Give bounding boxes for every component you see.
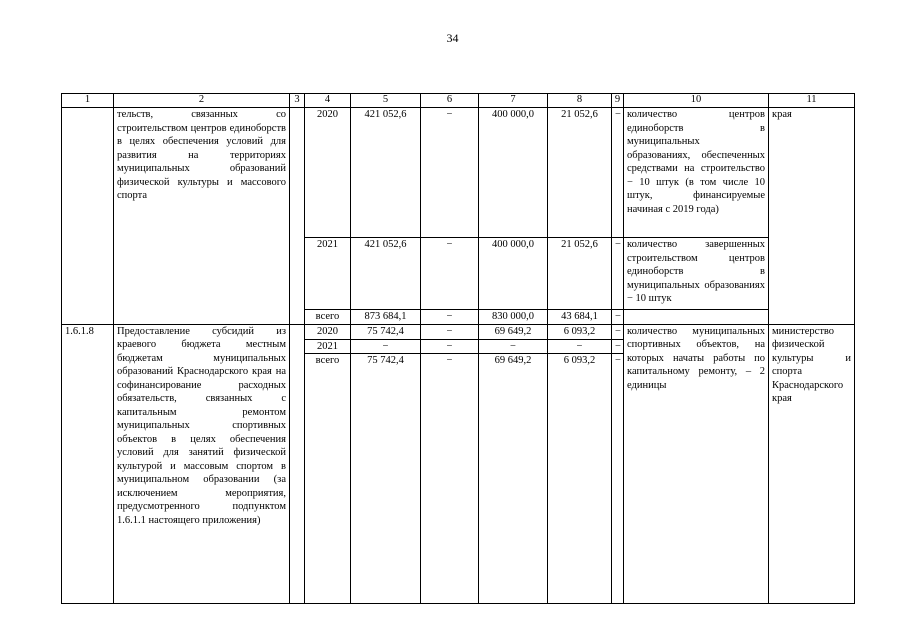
block2-description: Предоставление субсидий из краевого бюджета местным бюджетам муниципальных образований Краснодарского края на софинансирование расходных обязательств, связанных с капитальным ремонтом муниципальных спортивных объектов в целях обеспечения условий для занятий физической культурой и массовым спортом в муниципальном образовании (за исключением мероприятия, предусмотренного подпунктом 1.6.1.1 настоящего приложения) [114, 324, 290, 604]
value-cell: − [479, 339, 548, 354]
value-cell: 21 052,6 [548, 238, 612, 310]
value-cell: − [612, 339, 624, 354]
block2-num: 1.6.1.8 [62, 324, 114, 604]
page-number: 34 [446, 31, 459, 45]
value-cell: 6 093,2 [548, 324, 612, 339]
value-cell: 830 000,0 [479, 310, 548, 325]
block1-executor: края [769, 108, 855, 325]
block1-indicator-empty [624, 310, 769, 325]
value-cell: 75 742,4 [351, 354, 421, 604]
year-cell: 2021 [305, 339, 351, 354]
value-cell: 873 684,1 [351, 310, 421, 325]
header-col-5: 5 [351, 94, 421, 108]
value-cell: − [421, 310, 479, 325]
value-cell: 400 000,0 [479, 238, 548, 310]
header-col-4: 4 [305, 94, 351, 108]
year-cell: 2020 [305, 108, 351, 238]
value-cell: 421 052,6 [351, 108, 421, 238]
block1-col3 [290, 108, 305, 325]
year-cell: всего [305, 354, 351, 604]
value-cell: 69 649,2 [479, 354, 548, 604]
header-col-8: 8 [548, 94, 612, 108]
value-cell: 43 684,1 [548, 310, 612, 325]
header-col-1: 1 [62, 94, 114, 108]
value-cell: 21 052,6 [548, 108, 612, 238]
value-cell: − [421, 238, 479, 310]
value-cell: − [351, 339, 421, 354]
value-cell: − [612, 238, 624, 310]
table-row [62, 324, 855, 339]
block2-indicator: количество муниципальных спортивных объектов, на которых начаты работы по капитальному ремонту, – 2 единицы [624, 324, 769, 604]
value-cell: 400 000,0 [479, 108, 548, 238]
year-cell: 2020 [305, 324, 351, 339]
block1-indicator-a: количество центров единоборств в муниципальных образованиях, обеспеченных средствами на строительство − 10 штук (в том числе 10 штук, финансируемые начиная с 2019 года) [624, 108, 769, 238]
value-cell: 69 649,2 [479, 324, 548, 339]
block1-description: тельств, связанных со строительством центров единоборств в целях обеспечения условий для развития на территориях муниципальных образований физической культуры и массового спорта [114, 108, 290, 325]
block1-indicator-b: количество завершенных строительством центров единоборств в муниципальных образованиях − 10 штук [624, 238, 769, 310]
value-cell: 421 052,6 [351, 238, 421, 310]
value-cell: − [421, 108, 479, 238]
block1-num-cell [62, 108, 114, 325]
header-row [62, 94, 855, 108]
value-cell: − [548, 339, 612, 354]
table-row [62, 108, 855, 238]
value-cell: 75 742,4 [351, 324, 421, 339]
block2-executor: министерство физической культуры и спорта Краснодарского края [769, 324, 855, 604]
year-cell: 2021 [305, 238, 351, 310]
program-table [61, 93, 855, 604]
value-cell: − [421, 339, 479, 354]
value-cell: 6 093,2 [548, 354, 612, 604]
header-col-2: 2 [114, 94, 290, 108]
value-cell: − [421, 354, 479, 604]
block2-col3 [290, 324, 305, 604]
value-cell: − [612, 354, 624, 604]
value-cell: − [421, 324, 479, 339]
value-cell: − [612, 324, 624, 339]
header-col-6: 6 [421, 94, 479, 108]
year-cell: всего [305, 310, 351, 325]
header-col-10: 10 [624, 94, 769, 108]
value-cell: − [612, 310, 624, 325]
header-col-9: 9 [612, 94, 624, 108]
header-col-7: 7 [479, 94, 548, 108]
header-col-11: 11 [769, 94, 855, 108]
header-col-3: 3 [290, 94, 305, 108]
value-cell: − [612, 108, 624, 238]
